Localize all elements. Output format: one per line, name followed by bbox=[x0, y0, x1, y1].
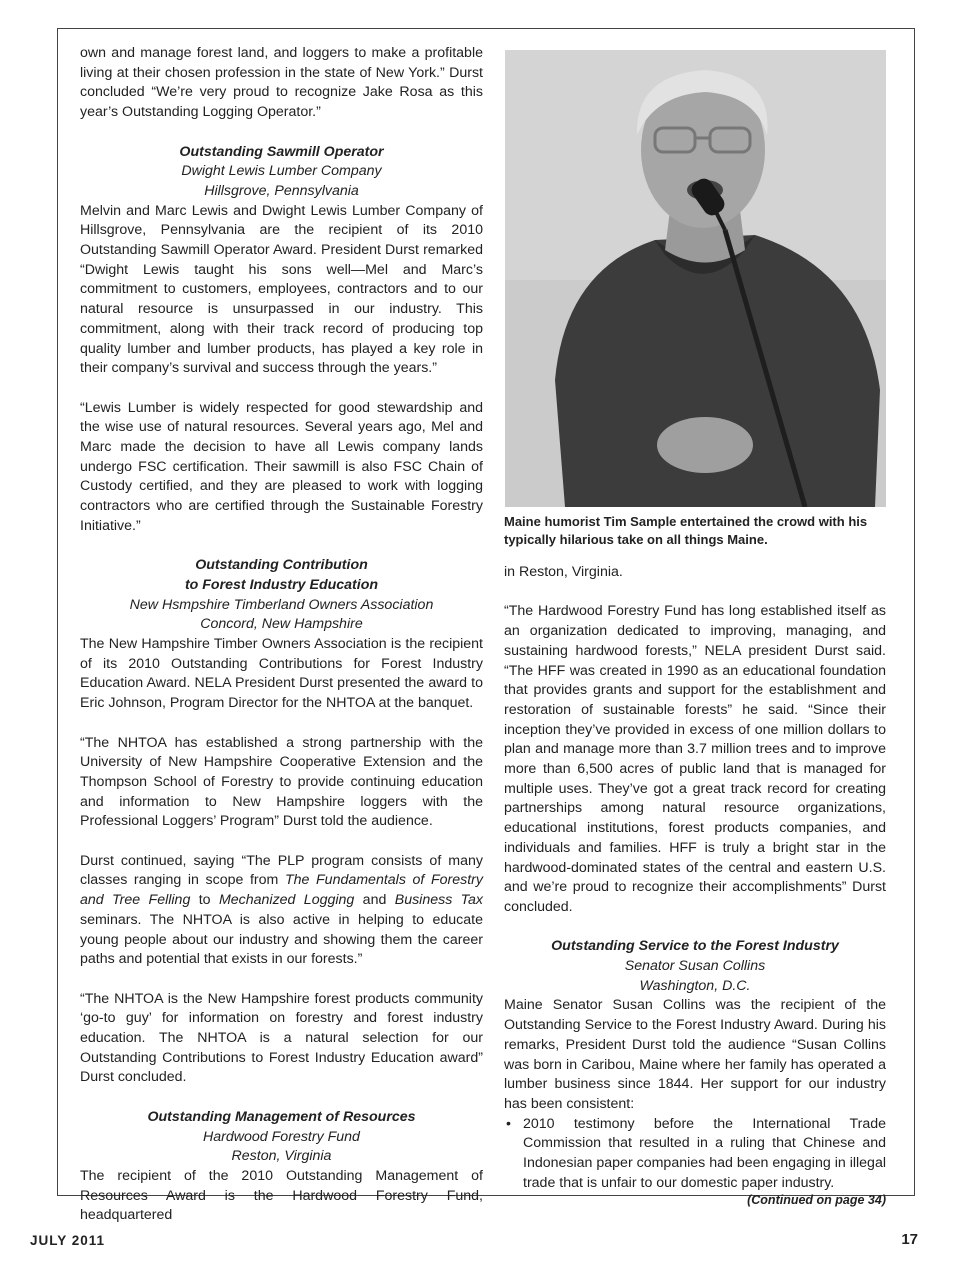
education-paragraph-2: “The NHTOA has established a strong partnership with the University of New Hampshire Cooperative Extension and the Thompson School of Forestry to provide continuing education and information to New Hampshire loggers with the Professional Loggers’ Program” Durst told the audience. bbox=[80, 734, 483, 830]
sawmill-heading: Outstanding Sawmill Operator bbox=[179, 143, 384, 160]
page-number: 17 bbox=[901, 1231, 918, 1248]
education-paragraph-1: The New Hampshire Timber Owners Association is the recipient of its 2010 Outstanding Contributions for Forest Industry Education Award. NELA President Durst presented the award to Eric Johnson, Program Director for the NHTOA at the banquet. bbox=[80, 636, 483, 712]
education-place: Concord, New Hampshire bbox=[200, 616, 363, 633]
education-paragraph-4: “The NHTOA is the New Hampshire forest products community ‘go-to guy’ for information on forestry and forest industry education. The NHTOA is a natural selection for our Outstanding Contributions to Forest Industry Education award” Durst concluded. bbox=[80, 990, 483, 1086]
intro-paragraph: own and manage forest land, and loggers to make a profitable living at their chosen profession in the state of New York.” Durst concluded “We’re very proud to recognize Jake Rosa as this year’s Outstanding Logging Operator.” bbox=[80, 45, 483, 121]
management-paragraph-1: The recipient of the 2010 Outstanding Management of Resources Award is the Hardwood Forestry Fund, headquartered bbox=[80, 1167, 483, 1224]
right-column bbox=[504, 563, 886, 1193]
education-org: New Hsmpshire Timberland Owners Association bbox=[129, 596, 434, 613]
tim-sample-photo bbox=[505, 50, 886, 507]
education-paragraph-3: Durst continued, saying “The PLP program consists of many classes ranging in scope from The Fundamentals of Forestry and Tree Felling to Mechanized Logging and Business Tax seminars. The NHTOA is also active in helping to educate young people about our industry and showing them the career paths and potential that exists in our forests.” bbox=[80, 852, 484, 968]
management-place: Reston, Virginia bbox=[231, 1148, 332, 1165]
issue-date: JULY 2011 bbox=[30, 1233, 106, 1248]
service-heading: Outstanding Service to the Forest Industry bbox=[551, 938, 839, 955]
sawmill-org: Dwight Lewis Lumber Company bbox=[181, 163, 382, 180]
service-place: Washington, D.C. bbox=[639, 977, 751, 994]
left-column bbox=[80, 44, 483, 1226]
continued-note: (Continued on page 34) bbox=[747, 1193, 886, 1207]
sawmill-paragraph-1: Melvin and Marc Lewis and Dwight Lewis Lumber Company of Hillsgrove, Pennsylvania are the recipient of its 2010 Outstanding Sawmill Operator Award. President Durst remarked “Dwight Lewis taught his sons well—Mel and Marc’s commitment to customers, employees, contractors and to our natural resource is unsurpassed in our industry. This commitment, along with their track record of producing top quality lumber and lumber products, has played a key role in their company’s survival and success through the years.” bbox=[80, 202, 483, 377]
sawmill-place: Hillsgrove, Pennsylvania bbox=[204, 182, 359, 199]
continuation-text: in Reston, Virginia. bbox=[504, 564, 623, 580]
management-org: Hardwood Forestry Fund bbox=[203, 1128, 360, 1145]
hff-paragraph: “The Hardwood Forestry Fund has long established itself as an organization dedicated to improving, managing, and sustaining hardwood forests,” NELA president Durst said. “The HFF was created in 1990 as an educational foundation that provides grants and support for the establishment and restoration of sustainable forests” he said. “Since their inception they’ve provided in excess of one million dollars to plan and manage more than 3.7 million trees and to improve more than 6,500 acres of public land that is managed for multiple uses. They’ve got a great track record for creating partnerships among natural resource organizations, educational institutions, forest products companies, and individuals and families. HFF is truly a bright star in the hardwood-dominated states of the central and eastern U.S. and we’re proud to recognize their accomplishments” Durst concluded. bbox=[504, 603, 886, 915]
service-person: Senator Susan Collins bbox=[624, 958, 766, 975]
sawmill-paragraph-2: “Lewis Lumber is widely respected for good stewardship and the wise use of natural resources. Several years ago, Mel and Marc made the decision to have all Lewis company lands undergo FSC certification. Their sawmill is also FSC Chain of Custody certified, and they are pleased to work with logging contractors who are certified through the Sustainable Forestry Initiative.” bbox=[80, 399, 483, 534]
photo-caption: Maine humorist Tim Sample entertained the crowd with his typically hilarious take on all things Maine. bbox=[504, 514, 868, 547]
list-item: • 2010 testimony before the International Trade Commission that resulted in a ruling that Chinese and Indonesian paper companies had been engaging in illegal trade that is unfair to our domestic paper industry. bbox=[504, 1115, 886, 1194]
management-heading: Outstanding Management of Resources bbox=[147, 1108, 416, 1125]
education-heading-line-1: Outstanding Contribution bbox=[195, 557, 368, 574]
education-heading-line-2: to Forest Industry Education bbox=[184, 576, 379, 593]
service-paragraph-1: Maine Senator Susan Collins was the recipient of the Outstanding Service to the Forest Industry Award. During his remarks, President Durst told the audience “Susan Collins was born in Caribou, Maine where her family has operated a lumber business since 1844. Her support for our industry has been consistent: bbox=[504, 997, 886, 1112]
service-bullet-list bbox=[504, 1115, 886, 1194]
